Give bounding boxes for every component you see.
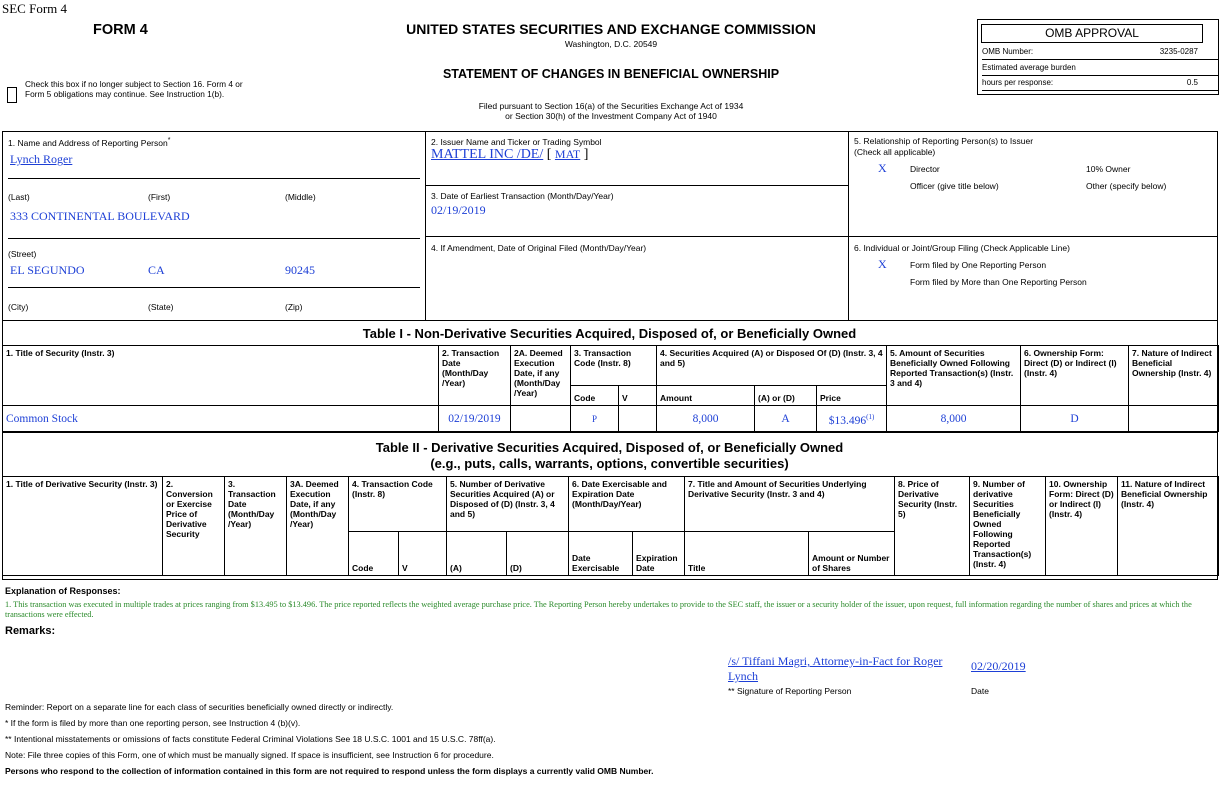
signature-caption: ** Signature of Reporting Person	[728, 686, 852, 696]
more-person-label: Form filed by More than One Reporting Person	[910, 277, 1087, 287]
t2-sub-v: V	[399, 532, 447, 576]
omb-hours-label: hours per response:	[982, 78, 1054, 87]
street-label: (Street)	[8, 249, 37, 259]
t2-h1: 1. Title of Derivative Security (Instr. 3)	[3, 477, 163, 576]
t1-row-deemed	[511, 406, 571, 432]
table-row	[3, 406, 1219, 432]
one-person-label: Form filed by One Reporting Person	[910, 260, 1047, 270]
star-note: * If the form is filed by more than one reporting person, see Instruction 4 (b)(v).	[5, 718, 301, 728]
t2-h5: 5. Number of Derivative Securities Acquired (A) or Disposed of (D) (Instr. 3, 4 and 5)	[447, 477, 569, 532]
table2-derivative	[2, 476, 1219, 576]
t2-h3: 3. Transaction Date (Month/Day /Year)	[225, 477, 287, 576]
explanation-note-1: 1. This transaction was executed in multiple trades at prices ranging from $13.495 to $13.496. The price reported reflects the weighted average purchase price. The Reporting Person hereby undertakes to provide to the SEC staff, the issuer or a security holder of the issuer, upon request, full information regarding the number of shares and prices at which the transactions were effected.	[5, 600, 1192, 619]
zip-label: (Zip)	[285, 302, 303, 312]
section1-label: 1. Name and Address of Reporting Person*	[8, 137, 171, 148]
t1-h5: 5. Amount of Securities Beneficially Owned Following Reported Transaction(s) (Instr. 3 and 4)	[887, 346, 1021, 406]
section5-sublabel: (Check all applicable)	[854, 147, 936, 157]
section2-label: 2. Issuer Name and Ticker or Trading Symbol	[431, 137, 602, 147]
section5-label: 5. Relationship of Reporting Person(s) to Issuer	[854, 136, 1034, 146]
omb-number-value: 3235-0287	[1159, 47, 1198, 56]
sec-form-label: SEC Form 4	[2, 1, 68, 16]
section6-label: 6. Individual or Joint/Group Filing (Check Applicable Line)	[854, 243, 1070, 253]
t2-h7: 7. Title and Amount of Securities Underlying Derivative Security (Instr. 3 and 4)	[685, 477, 895, 532]
date-caption: Date	[971, 686, 989, 696]
last-label: (Last)	[8, 192, 30, 202]
t1-sub-aord: (A) or (D)	[755, 386, 817, 406]
t2-h11: 11. Nature of Indirect Beneficial Ownership (Instr. 4)	[1118, 477, 1219, 576]
t2-sub-title: Title	[685, 532, 809, 576]
city-label: (City)	[8, 302, 29, 312]
t2-h2: 2. Conversion or Exercise Price of Derivative Security	[163, 477, 225, 576]
section1-reporting-person	[2, 131, 426, 321]
omb-number-label: OMB Number:	[982, 47, 1034, 56]
t2-sub-amount: Amount or Number of Shares	[809, 532, 895, 576]
t1-h3: 3. Transaction Code (Instr. 8)	[571, 346, 657, 386]
one-person-mark: X	[878, 257, 887, 271]
filed-pursuant-line1: Filed pursuant to Section 16(a) of the Securities Exchange Act of 1934	[478, 101, 744, 111]
section4-amendment	[425, 236, 849, 321]
zip-value: 90245	[285, 263, 315, 277]
t2-sub-expiration: Expiration Date	[633, 532, 685, 576]
middle-label: (Middle)	[285, 192, 316, 202]
t2-sub-code: Code	[349, 532, 399, 576]
t1-row-date: 02/19/2019	[439, 406, 511, 432]
t2-sub-exercisable: Date Exercisable	[569, 532, 633, 576]
commission-name: UNITED STATES SECURITIES AND EXCHANGE COMMISSION	[406, 21, 816, 37]
price-footnote: (1)	[866, 412, 875, 421]
t2-sub-d: (D)	[507, 532, 569, 576]
state-value: CA	[148, 263, 165, 277]
t1-h2a: 2A. Deemed Execution Date, if any (Month/Day /Year)	[511, 346, 571, 406]
t1-sub-price: Price	[817, 386, 887, 406]
t1-row-aord: A	[755, 406, 817, 432]
earliest-transaction-date: 02/19/2019	[431, 203, 486, 217]
filed-pursuant	[385, 101, 837, 121]
t1-row-title: Common Stock	[3, 406, 439, 432]
remarks-heading: Remarks:	[5, 625, 56, 637]
t2-h6: 6. Date Exercisable and Expiration Date (Month/Day/Year)	[569, 477, 685, 532]
omb-title: OMB APPROVAL	[981, 24, 1203, 43]
section16-checkbox-label: Check this box if no longer subject to Section 16. Form 4 or Form 5 obligations may continue. See Instruction 1(b).	[25, 79, 243, 99]
t1-sub-code: Code	[571, 386, 619, 406]
t1-h7: 7. Nature of Indirect Beneficial Ownership (Instr. 4)	[1129, 346, 1219, 406]
reminder-note: Reminder: Report on a separate line for each class of securities beneficially owned directly or indirectly.	[5, 702, 394, 712]
table1-non-derivative	[2, 345, 1219, 432]
commission-city: Washington, D.C. 20549	[564, 39, 658, 49]
t2-h9: 9. Number of derivative Securities Beneficially Owned Following Reported Transaction(s) (Instr. 4)	[970, 477, 1046, 576]
section16-checkbox[interactable]	[7, 87, 17, 103]
t1-row-amount: 8,000	[657, 406, 755, 432]
table1-title: Table I - Non-Derivative Securities Acquired, Disposed of, or Beneficially Owned	[362, 326, 857, 341]
city-value: EL SEGUNDO	[10, 263, 85, 277]
t1-row-price: $13.496$^{(1)}$	[817, 406, 887, 432]
issuer-line: MATTEL INC /DE/ [ MAT ]	[431, 147, 589, 162]
t1-h4: 4. Securities Acquired (A) or Disposed Of (D) (Instr. 3, 4 and 5)	[657, 346, 887, 386]
omb-number-row	[982, 47, 1218, 60]
t1-row-nature	[1129, 406, 1219, 432]
t2-sub-a: (A)	[447, 532, 507, 576]
director-label: Director	[910, 164, 940, 174]
other-label: Other (specify below)	[1086, 181, 1167, 191]
t1-sub-amount: Amount	[657, 386, 755, 406]
section2-issuer	[425, 131, 849, 186]
omb-burden-row	[982, 63, 1218, 76]
t2-h10: 10. Ownership Form: Direct (D) or Indirect (I) (Instr. 4)	[1046, 477, 1118, 576]
section3-label: 3. Date of Earliest Transaction (Month/Day/Year)	[431, 191, 614, 201]
ten-percent-owner-label: 10% Owner	[1086, 164, 1131, 174]
t2-h3a: 3A. Deemed Execution Date, if any (Month/Day /Year)	[287, 477, 349, 576]
state-label: (State)	[148, 302, 174, 312]
issuer-name-link[interactable]: MATTEL INC /DE/	[431, 147, 544, 162]
statement-title: STATEMENT OF CHANGES IN BENEFICIAL OWNERSHIP	[442, 67, 780, 81]
street-value: 333 CONTINENTAL BOULEVARD	[10, 209, 190, 223]
ticker-link[interactable]: MAT	[554, 147, 581, 161]
t2-h4: 4. Transaction Code (Instr. 8)	[349, 477, 447, 532]
table2-title: Table II - Derivative Securities Acquired, Disposed of, or Beneficially Owned	[375, 440, 844, 455]
t1-h6: 6. Ownership Form: Direct (D) or Indirect (I) (Instr. 4)	[1021, 346, 1129, 406]
t1-row-code: P	[571, 406, 619, 432]
section6-filing-type	[848, 236, 1218, 321]
omb-approval-box	[977, 19, 1219, 95]
signature-link[interactable]: /s/ Tiffani Magri, Attorney-in-Fact for Roger Lynch	[728, 654, 943, 683]
t1-h2: 2. Transaction Date (Month/Day /Year)	[439, 346, 511, 406]
section3-earliest-transaction	[425, 185, 849, 237]
section4-label: 4. If Amendment, Date of Original Filed (Month/Day/Year)	[431, 243, 647, 253]
table2-subtitle: (e.g., puts, calls, warrants, options, convertible securities)	[430, 456, 789, 471]
form-number: FORM 4	[93, 22, 148, 38]
t1-row-owned: 8,000	[887, 406, 1021, 432]
omb-persons-note: Persons who respond to the collection of information contained in this form are not required to respond unless the form displays a currently valid OMB Number.	[5, 766, 654, 776]
omb-burden-label: Estimated average burden	[982, 63, 1076, 72]
section5-relationship	[848, 131, 1218, 237]
signature-date-link[interactable]: 02/20/2019	[971, 659, 1026, 673]
explanation-heading: Explanation of Responses:	[5, 586, 121, 596]
officer-label: Officer (give title below)	[910, 181, 999, 191]
omb-hours-row	[982, 78, 1218, 91]
omb-hours-value: 0.5	[1186, 78, 1198, 87]
copies-note: Note: File three copies of this Form, one of which must be manually signed. If space is insufficient, see Instruction 6 for procedure.	[5, 750, 494, 760]
double-star-note: ** Intentional misstatements or omissions of facts constitute Federal Criminal Violations See 18 U.S.C. 1001 and 15 U.S.C. 78ff(a).	[5, 734, 496, 744]
t2-h8: 8. Price of Derivative Security (Instr. 5)	[895, 477, 970, 576]
t1-row-form: D	[1021, 406, 1129, 432]
t1-row-v	[619, 406, 657, 432]
reporting-person-name-link[interactable]: Lynch Roger	[10, 152, 73, 166]
filed-pursuant-line2: or Section 30(h) of the Investment Company Act of 1940	[505, 111, 717, 121]
first-label: (First)	[148, 192, 171, 202]
t1-h1: 1. Title of Security (Instr. 3)	[3, 346, 439, 406]
t1-sub-v: V	[619, 386, 657, 406]
director-mark: X	[878, 161, 887, 175]
